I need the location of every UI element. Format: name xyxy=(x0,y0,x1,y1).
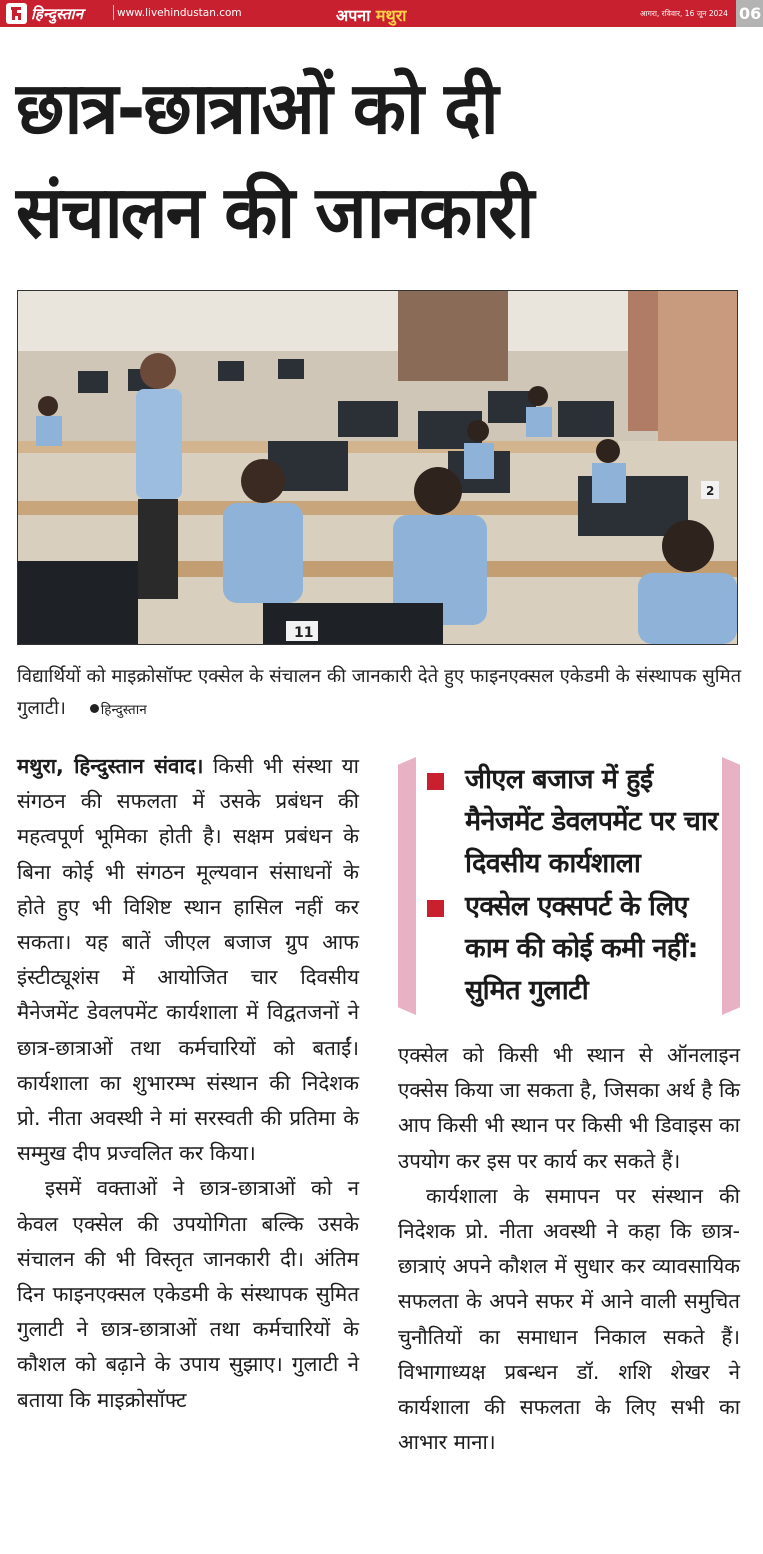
headline-line-2: संचालन की जानकारी xyxy=(16,170,533,254)
hindustan-logo-icon xyxy=(6,3,27,24)
red-square-bullet-icon xyxy=(427,900,444,917)
highlight-item-1 xyxy=(429,759,719,885)
highlight-right-bracket xyxy=(722,757,740,1015)
masthead-bar xyxy=(0,0,763,27)
highlights-box xyxy=(398,757,740,1015)
page-number: 06 xyxy=(739,4,762,23)
issue-date: आगरा, रविवार, 16 जून 2024 xyxy=(640,9,728,18)
credit-dot-icon xyxy=(90,704,99,713)
section-city: मथुरा xyxy=(375,6,407,25)
article-paragraph-3: एक्सेल को किसी भी स्थान से ऑनलाइन एक्सेस किया जा सकता है, जिसका अर्थ है कि आप किसी भी स्थान पर किसी भी डिवाइस का उपयोग कर इस पर कार्य कर सकते हैं। xyxy=(398,1043,740,1173)
highlight-left-bracket xyxy=(398,757,416,1015)
article-column-right xyxy=(398,1038,740,1460)
credit-text: हिन्दुस्तान xyxy=(100,702,147,718)
section-title xyxy=(336,4,406,26)
highlight-text-1: जीएल बजाज में हुई मैनेजमेंट डेवलपमेंट पर चार दिवसीय कार्यशाला xyxy=(465,764,718,879)
article-paragraph-4: कार्यशाला के समापन पर संस्थान की निदेशक प्रो. नीता अवस्थी ने कहा कि छात्र-छात्राएं अपने कौशल में सुधार कर व्यावसायिक सफलता के अपने सफर में आने वाली समुचित चुनौतियों का समाधान निकाल सकते हैं। विभागाध्यक्ष प्रबन्धन डॉ. शशि शेखर ने कार्यशाला की सफलता के लिए सभी का आभार माना। xyxy=(398,1183,740,1455)
news-photo xyxy=(17,290,738,645)
highlight-item-2 xyxy=(429,886,719,1012)
masthead-divider xyxy=(113,5,114,20)
red-square-bullet-icon xyxy=(427,773,444,790)
brand-name: हिन्दुस्तान xyxy=(31,5,84,23)
section-prefix: अपना xyxy=(336,6,371,25)
desk-number-back: 2 xyxy=(706,484,715,498)
headline xyxy=(16,56,726,264)
computer-lab-photo xyxy=(18,291,737,644)
photo-credit xyxy=(90,702,147,718)
article-paragraph-2: इसमें वक्ताओं ने छात्र-छात्राओं को न केवल एक्सेल की उपयोगिता बल्कि उसके संचालन की भी विस्तृत जानकारी दी। अंतिम दिन फाइनएक्सल एकेडमी के संस्थापक सुमित गुलाटी ने छात्र-छात्राओं तथा कर्मचारियों के कौशल को बढ़ाने के उपाय सुझाए। गुलाटी ने बताया कि माइक्रोसॉफ्ट xyxy=(17,1176,359,1412)
paragraph-1-text: किसी भी संस्था या संगठन की सफलता में उसके प्रबंधन की महत्वपूर्ण भूमिका होती है। सक्षम प्रबंधन के बिना कोई भी संगठन मूल्यवान संसाधनों के होते हुए भी विशिष्ट स्थान हासिल नहीं कर सकता। यह बातें जीएल बजाज ग्रुप आफ इंस्टीट्यूशंस में आयोजित चार दिवसीय मैनेजमेंट डेवलपमेंट कार्यशाला में विद्वतजनों ने छात्र-छात्राओं तथा कर्मचारियों को बताईं। कार्यशाला का शुभारम्भ संस्थान की निदेशक प्रो. नीता अवस्थी ने मां सरस्वती की प्रतिमा के सम्मुख दीप प्रज्वलित कर किया। xyxy=(17,754,359,1166)
photo-caption xyxy=(17,661,752,726)
website-url: www.livehindustan.com xyxy=(117,7,242,19)
headline-line-1: छात्र-छात्राओं को दी xyxy=(16,66,497,150)
article-column-left xyxy=(17,749,359,1418)
article-paragraph-1 xyxy=(17,749,359,1171)
desk-number-front: 11 xyxy=(294,625,314,641)
page-number-box xyxy=(736,0,763,27)
caption-text: विद्यार्थियों को माइक्रोसॉफ्ट एक्सेल के संचालन की जानकारी देते हुए फाइनएक्सल एकेडमी के संस्थापक सुमित गुलाटी। xyxy=(17,666,742,719)
article-dateline: मथुरा, हिन्दुस्तान संवाद। xyxy=(17,754,204,778)
highlight-text-2: एक्सेल एक्सपर्ट के लिए काम की कोई कमी नहीं: सुमित गुलाटी xyxy=(465,891,698,1006)
